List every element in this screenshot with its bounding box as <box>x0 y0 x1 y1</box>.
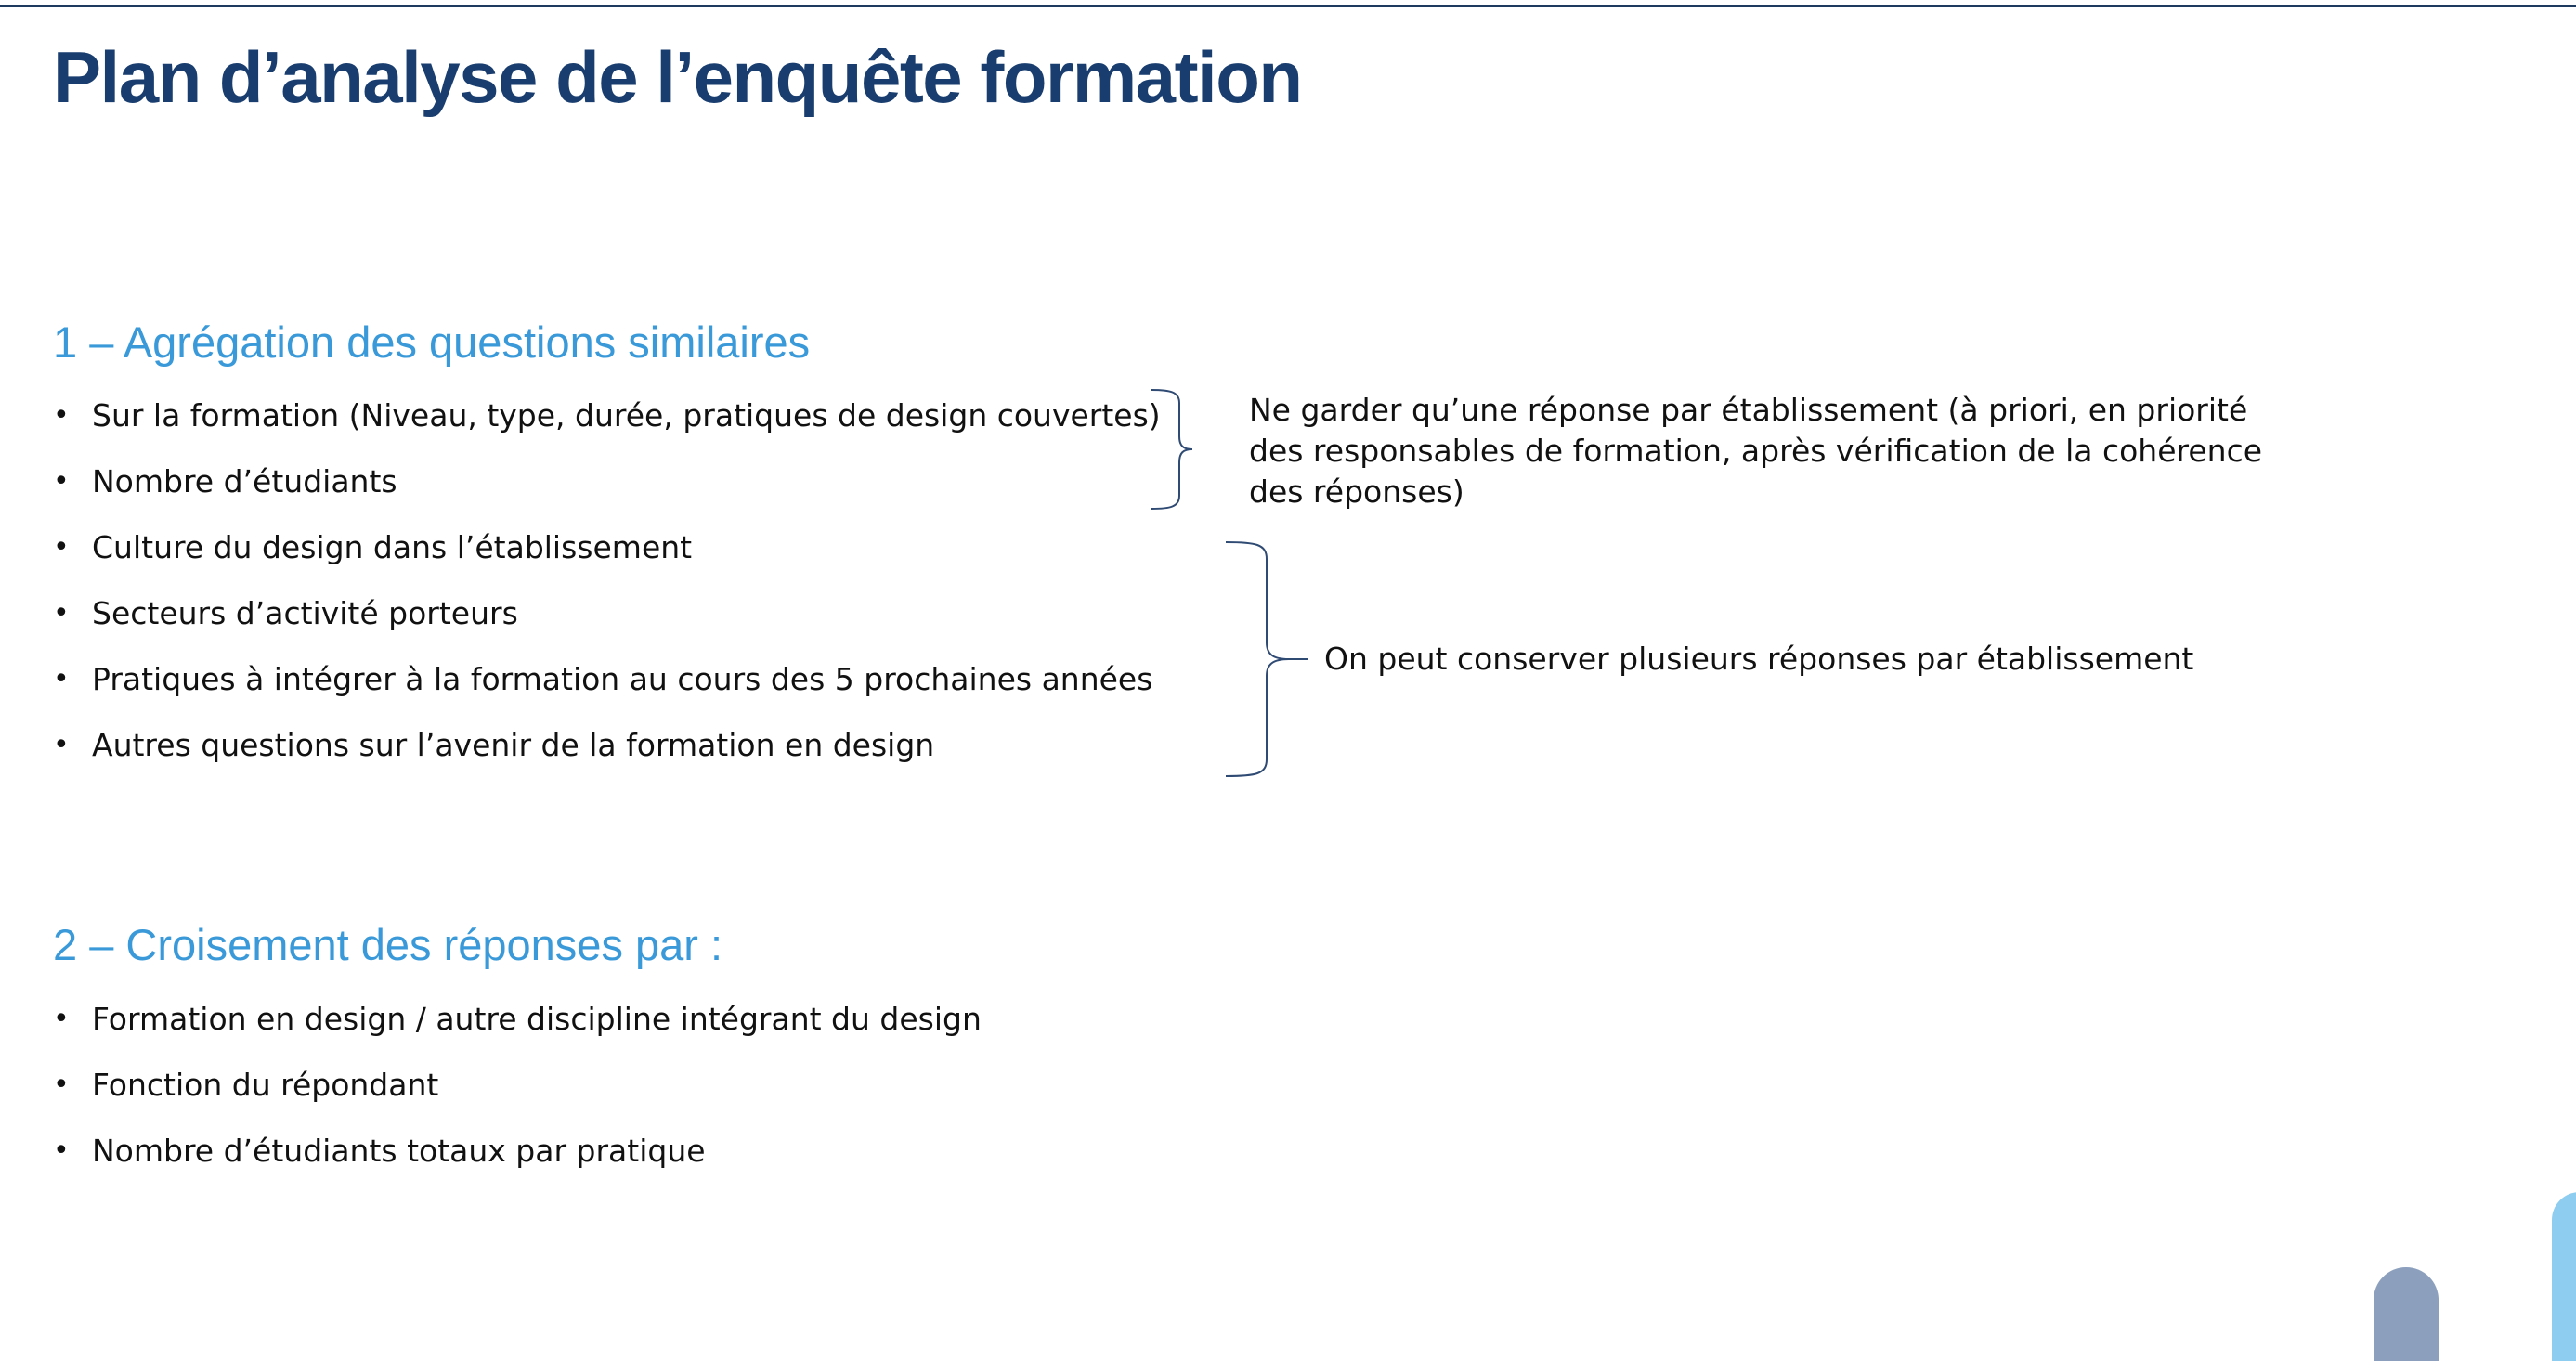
list-item <box>53 595 1161 661</box>
bullet-icon: • <box>53 1134 70 1167</box>
list-item <box>53 397 1161 463</box>
note-line: Ne garder qu’une réponse par établissement (à priori, en priorité <box>1249 392 2248 428</box>
list-item-text: Autres questions sur l’avenir de la formation en design <box>92 727 935 763</box>
bullet-icon: • <box>53 1003 70 1035</box>
list-item <box>53 727 1161 793</box>
bullet-icon: • <box>53 597 70 629</box>
list-item-text: Secteurs d’activité porteurs <box>92 595 518 631</box>
list-item-text: Culture du design dans l’établissement <box>92 529 693 565</box>
note-line: des responsables de formation, après vérification de la cohérence <box>1249 433 2263 469</box>
note-multiple-responses: On peut conserver plusieurs réponses par établissement <box>1324 641 2194 677</box>
decorative-bar <box>2374 1267 2439 1361</box>
list-item-text: Fonction du répondant <box>92 1067 439 1103</box>
bullet-icon: • <box>53 399 70 432</box>
section-1-list <box>53 397 1161 793</box>
list-item <box>53 1133 982 1199</box>
list-item <box>53 1001 982 1067</box>
list-item <box>53 1067 982 1133</box>
right-brace-icon <box>1224 540 1309 780</box>
list-item-text: Nombre d’étudiants totaux par pratique <box>92 1133 706 1169</box>
list-item-text: Nombre d’étudiants <box>92 463 397 499</box>
list-item-text: Formation en design / autre discipline intégrant du design <box>92 1001 982 1037</box>
page-title: Plan d’analyse de l’enquête formation <box>53 36 1302 118</box>
bullet-icon: • <box>53 1069 70 1101</box>
list-item <box>53 529 1161 595</box>
bullet-icon: • <box>53 465 70 498</box>
decorative-bar <box>2552 1192 2576 1361</box>
section-2-heading: 2 – Croisement des réponses par : <box>53 920 723 969</box>
list-item <box>53 661 1161 727</box>
bullet-icon: • <box>53 729 70 761</box>
bullet-icon: • <box>53 663 70 695</box>
list-item <box>53 463 1161 529</box>
note-line: des réponses) <box>1249 473 1464 510</box>
list-item-text: Sur la formation (Niveau, type, durée, pratiques de design couvertes) <box>92 397 1161 434</box>
section-1-heading: 1 – Agrégation des questions similaires <box>53 318 811 367</box>
right-brace-icon <box>1150 388 1205 512</box>
top-rule <box>0 5 2576 7</box>
bullet-icon: • <box>53 531 70 564</box>
note-single-response <box>1249 390 2262 512</box>
list-item-text: Pratiques à intégrer à la formation au cours des 5 prochaines années <box>92 661 1153 697</box>
section-2-list <box>53 1001 982 1199</box>
